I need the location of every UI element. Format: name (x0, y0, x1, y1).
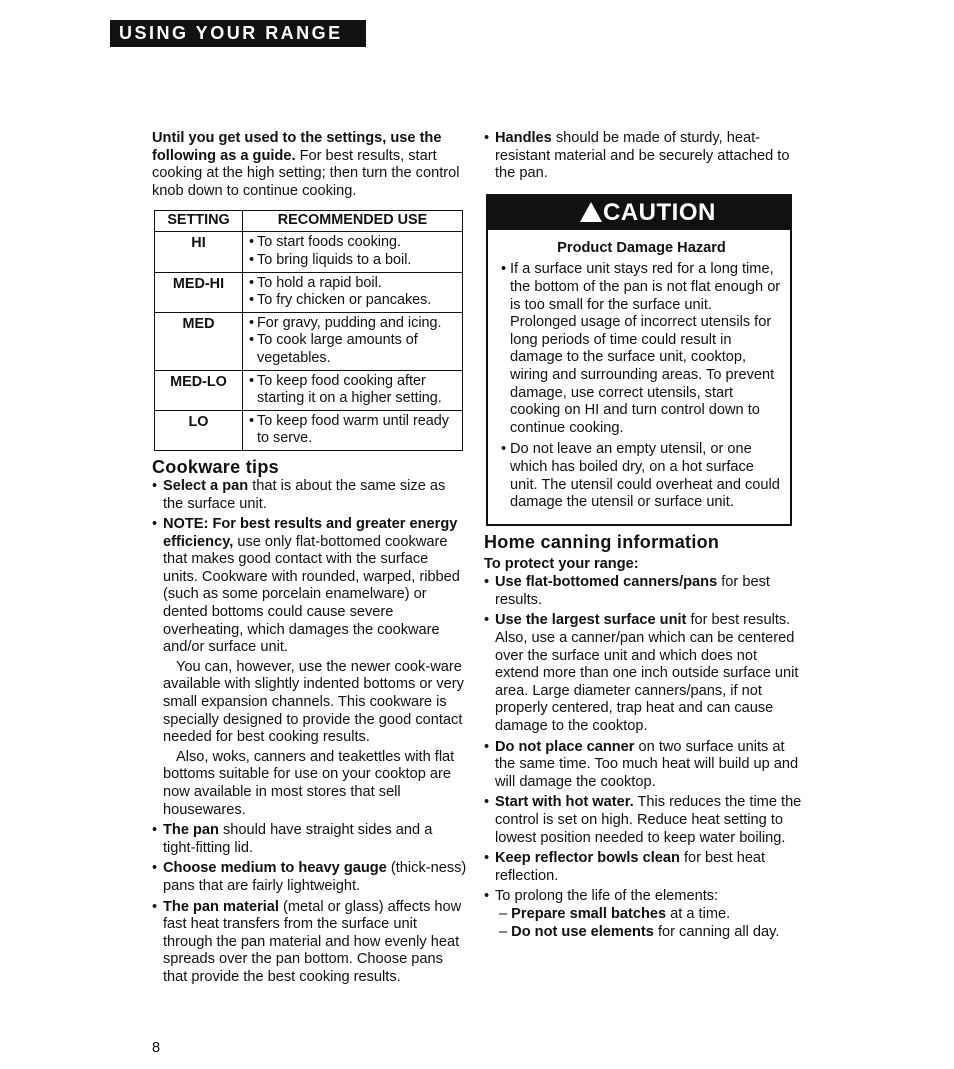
list-item: • NOTE: For best results and greater energy efficiency, use only flat-bottomed cookware that makes good contact with the surface units. Cookware with rounded, warped, ribbed (such as some porcelain enamelware) or dented bottoms could cause severe overheating, which damages the cookware and/or surface unit. You can, however, use the newer cook-ware available with slightly indented bottoms or very small expansion channels. This cookware is specially designed to provide the good contact needed for best cooking results. Also, woks, canners and teakettles with flat bottoms suitable for use on your cooktop are now available in most stores that sell housewares. (152, 516, 467, 819)
setting-cell: MED-HI (155, 272, 243, 312)
sub-item: – Do not use elements for canning all day. (499, 923, 780, 940)
table-header-row (155, 211, 463, 232)
cookware-tips-list (152, 478, 467, 987)
column-header-setting: SETTING (155, 211, 243, 232)
list-item: • Use the largest surface unit for best results. Also, use a canner/pan which can be centered over the surface unit and which does not extend more than one inch outside surface unit area. Large diameter canners/pans, if not properly centered, trap heat and can cause damage to the cooktop. (484, 612, 804, 735)
list-item: • Use flat-bottomed canners/pans for best results. (484, 574, 804, 609)
uses-cell: • To keep food cooking after starting it on a higher setting. (243, 370, 463, 410)
cookware-tips-title: Cookware tips (152, 456, 279, 477)
handles-list (484, 130, 804, 183)
sub-item: – Prepare small batches at a time. (499, 905, 731, 922)
list-item: • If a surface unit stays red for a long time, the bottom of the pan is not flat enough or is too small for the surface unit. Prolonged usage of incorrect utensils for long periods of time could result in damage to the surface unit, cooktop, wiring and surrounding areas. To prevent damage, use correct utensils, start cooking on HI and turn control down to continue cooking. (501, 261, 782, 437)
setting-cell: HI (155, 232, 243, 272)
list-item: • Handles should be made of sturdy, heat-resistant material and be securely attached to the pan. (484, 130, 804, 183)
list-item: • Select a pan that is about the same size as the surface unit. (152, 478, 467, 513)
list-item: • Keep reflector bowls clean for best heat reflection. (484, 850, 804, 885)
column-header-recommended-use: RECOMMENDED USE (243, 211, 463, 232)
list-item: • Do not leave an empty utensil, or one which has boiled dry, on a hot surface unit. The utensil could overheat and could damage the utensil or surface unit. (501, 441, 782, 511)
table-row (155, 232, 463, 272)
list-item: • The pan material (metal or glass) affects how fast heat transfers from the surface unit through the pan material and how evenly heat spreads over the pan bottom. Choose pans that provide the best cooking results. (152, 899, 467, 987)
warning-triangle-icon (580, 202, 602, 222)
note-paragraph: Also, woks, canners and teakettles with flat bottoms suitable for use on your cooktop are now available in most stores that sell housewares. (163, 748, 455, 818)
caution-box (486, 194, 792, 526)
left-column (152, 130, 467, 990)
settings-table (154, 210, 463, 451)
setting-cell: LO (155, 410, 243, 450)
list-item: • The pan should have straight sides and a tight-fitting lid. (152, 822, 467, 857)
list-item: • Start with hot water. This reduces the time the control is set on high. Reduce heat setting to lowest position needed to keep water boiling. (484, 794, 804, 847)
table-row (155, 272, 463, 312)
table-row (155, 312, 463, 370)
home-canning-title: Home canning information (484, 531, 720, 552)
canning-list (484, 574, 804, 941)
hazard-title: Product Damage Hazard (557, 239, 726, 256)
table-row (155, 410, 463, 450)
list-item: • Do not place canner on two surface units at the same time. Too much heat will build up and will damage the cooktop. (484, 739, 804, 792)
page-number: 8 (152, 1040, 161, 1056)
list-item: • Choose medium to heavy gauge (thick-ness) pans that are fairly lightweight. (152, 860, 467, 895)
list-item: • To prolong the life of the elements: – Prepare small batches at a time. – Do not use elements for canning all day. (484, 888, 804, 941)
right-column (484, 130, 804, 944)
uses-cell: • To start foods cooking. • To bring liquids to a boil. (243, 232, 463, 272)
setting-cell: MED-LO (155, 370, 243, 410)
caution-list (501, 261, 782, 511)
uses-cell: • To keep food warm until ready to serve. (243, 410, 463, 450)
caution-header: CAUTION (488, 196, 790, 230)
section-header: USING YOUR RANGE (110, 20, 366, 47)
intro-paragraph: Until you get used to the settings, use the following as a guide. For best results, start cooking at the high setting; then turn the control knob down to continue cooking. (152, 130, 460, 199)
uses-cell: • For gravy, pudding and icing. • To cook large amounts of vegetables. (243, 312, 463, 370)
note-paragraph: You can, however, use the newer cook-ware available with slightly indented bottoms or very small expansion channels. This cookware is specially designed to provide the good contact needed for best cooking results. (163, 658, 464, 746)
uses-cell: • To hold a rapid boil. • To fry chicken or pancakes. (243, 272, 463, 312)
table-row (155, 370, 463, 410)
canning-subtitle: To protect your range: (484, 555, 639, 572)
setting-cell: MED (155, 312, 243, 370)
